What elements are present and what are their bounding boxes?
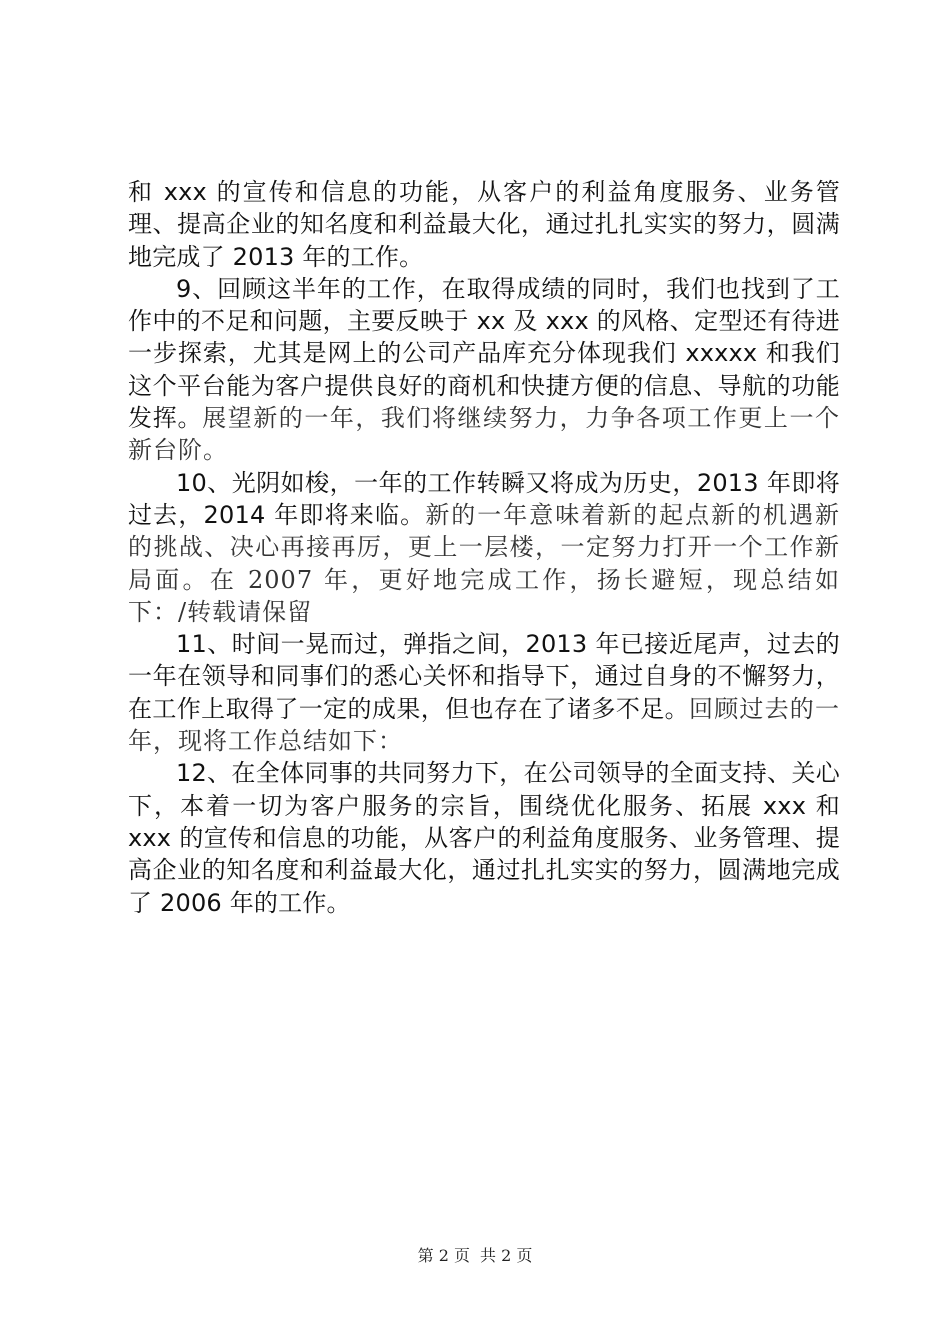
- page-footer: [0, 1243, 950, 1266]
- paragraph-tail-text: 展望新的一年，我们将继续努力，力争各项工作更上一个新台阶。: [128, 404, 840, 465]
- paragraph-text: 12、在全体同事的共同努力下，在公司领导的全面支持、关心下，本着一切为客户服务的宗旨，围绕优化服务、拓展 xxx 和 xxx 的宣传和信息的功能，从客户的利益角度服务、业务管理、提高企业的知名度和利益最大化，通过扎扎实实的努力，圆满地完成了 2006 年的工作。: [128, 759, 840, 917]
- paragraph-item-9: [128, 273, 840, 467]
- page-total: 共 2 页: [480, 1246, 533, 1265]
- paragraph-tail-text: 回顾过去的一年，现将工作总结如下：: [128, 694, 840, 756]
- paragraph-text: 9、回顾这半年的工作，在取得成绩的同时，我们也找到了工作中的不足和问题，主要反映于 xx 及 xxx 的风格、定型还有待进一步探索，尤其是网上的公司产品库充分体现我们 xxxxx 和我们这个平台能为客户提供良好的商机和快捷方便的信息、导航的功能发挥。: [128, 274, 840, 433]
- paragraph-text: 11、时间一晃而过，弹指之间，2013 年已接近尾声，过去的一年在领导和同事们的悉心关怀和指导下，通过自身的不懈努力，在工作上取得了一定的成果，但也存在了诸多不足。: [128, 630, 840, 723]
- paragraph-text: 10、光阴如梭，一年的工作转瞬又将成为历史，2013 年即将过去，2014 年即将来临。: [128, 468, 840, 529]
- paragraph-item-12: [128, 757, 840, 918]
- paragraph-item-11: [128, 628, 840, 757]
- paragraph-tail-text: 新的一年意味着新的起点新的机遇新的挑战、决心再接再厉，更上一层楼，一定努力打开一个工作新局面。在 2007 年，更好地完成工作，扬长避短，现总结如下：/转载请保留: [128, 500, 841, 626]
- page-number: 第 2 页: [417, 1246, 470, 1265]
- paragraph-text: 和 xxx 的宣传和信息的功能，从客户的利益角度服务、业务管理、提高企业的知名度和利益最大化，通过扎扎实实的努力，圆满地完成了 2013 年的工作。: [128, 178, 840, 271]
- paragraph-continuation: [128, 176, 840, 273]
- paragraph-item-10: [128, 467, 840, 628]
- document-body: [128, 176, 840, 919]
